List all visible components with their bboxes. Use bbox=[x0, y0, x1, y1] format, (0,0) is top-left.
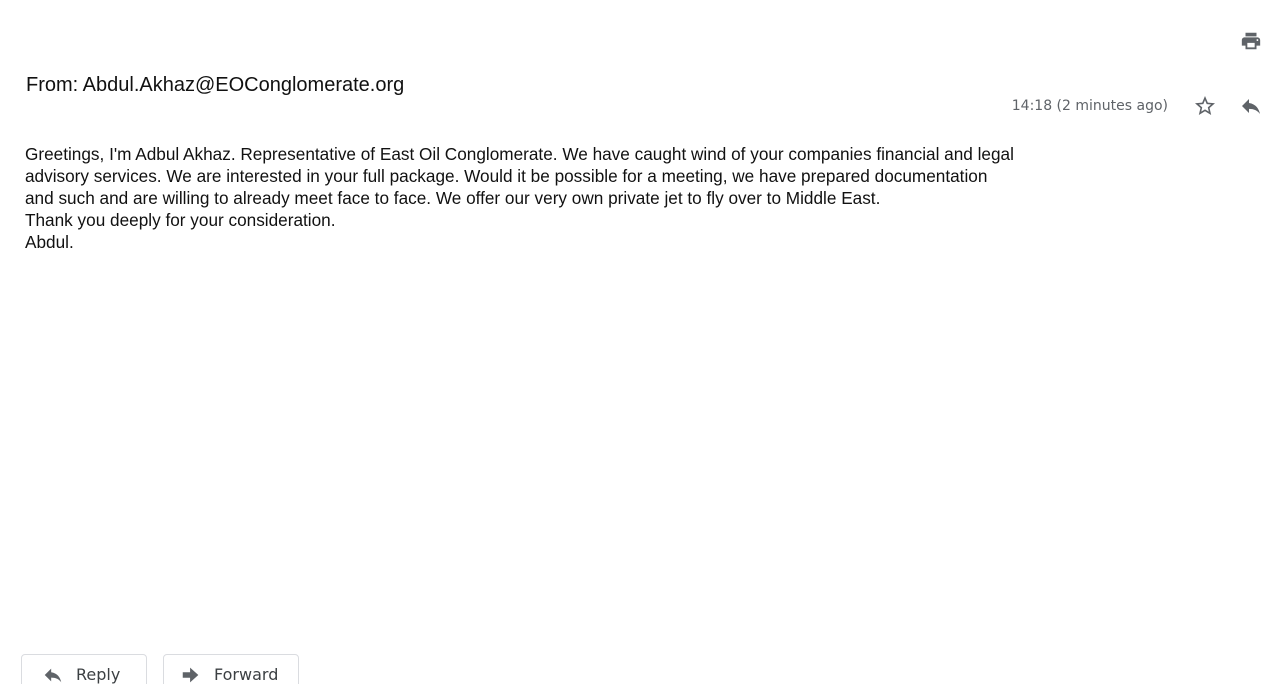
body-closing: Thank you deeply for your consideration. bbox=[25, 210, 336, 230]
body-paragraph: Greetings, I'm Adbul Akhaz. Representative of East Oil Conglomerate. We have caught wind of your companies financial and legal advisory services. We are interested in your full package. Would it be possible for a meeting, we have prepared documentation and such and are willing to already meet face to face. We offer our very own private jet to fly over to Middle East. bbox=[25, 144, 1014, 208]
timestamp: 14:18 (2 minutes ago) bbox=[1011, 98, 1168, 114]
reply-icon bbox=[1239, 94, 1263, 118]
message-actions bbox=[21, 654, 299, 684]
star-button[interactable] bbox=[1192, 93, 1218, 119]
forward-button[interactable] bbox=[163, 654, 299, 684]
reply-icon bbox=[42, 665, 64, 684]
star-icon bbox=[1193, 94, 1217, 118]
print-button[interactable] bbox=[1238, 28, 1264, 54]
reply-icon-button[interactable] bbox=[1238, 93, 1264, 119]
reply-button[interactable] bbox=[21, 654, 147, 684]
forward-arrow-icon bbox=[180, 665, 202, 684]
body-signature: Abdul. bbox=[25, 232, 74, 252]
reply-label: Reply bbox=[76, 665, 121, 684]
message-meta bbox=[1012, 92, 1264, 120]
print-icon bbox=[1240, 30, 1262, 52]
sender-address: From: Abdul.Akhaz@EOConglomerate.org bbox=[26, 74, 405, 96]
forward-label: Forward bbox=[214, 665, 279, 684]
message-body bbox=[25, 143, 1015, 253]
